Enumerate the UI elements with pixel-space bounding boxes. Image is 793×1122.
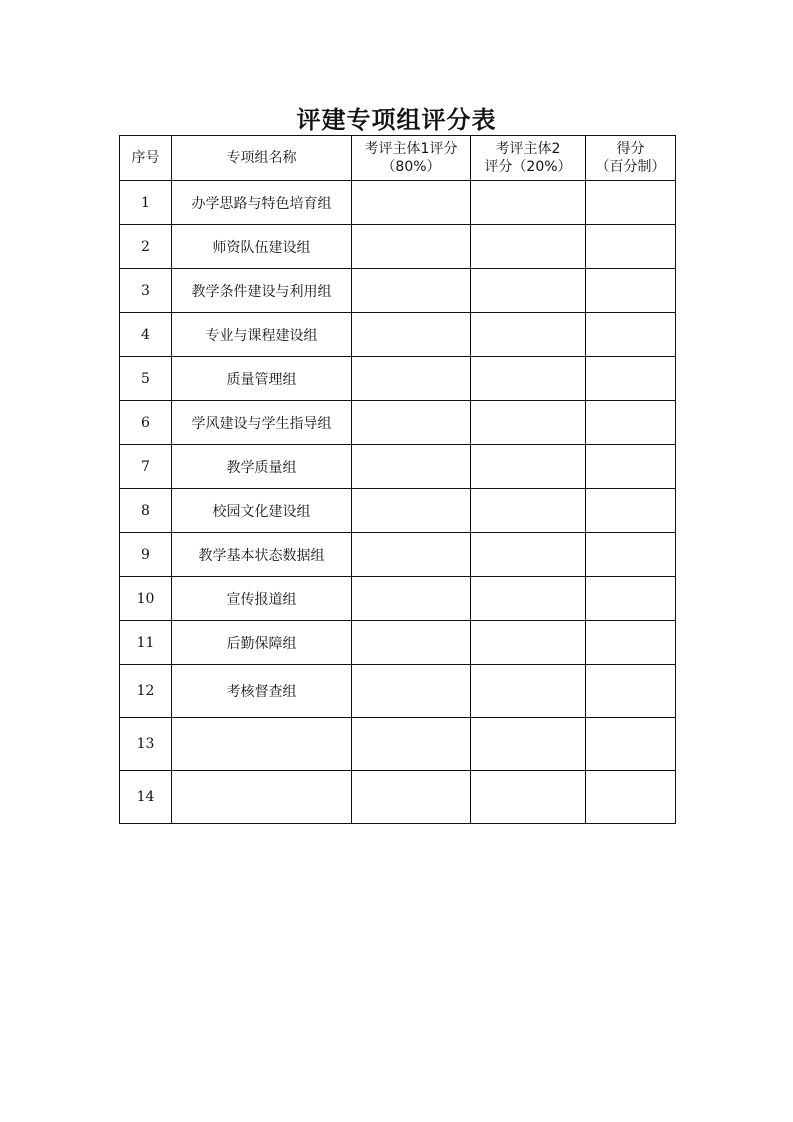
final-score-cell[interactable] (586, 489, 676, 533)
evaluator1-score-cell[interactable] (352, 718, 471, 771)
final-score-cell[interactable] (586, 577, 676, 621)
evaluator1-score-cell[interactable] (352, 225, 471, 269)
row-seq: 6 (120, 401, 172, 445)
evaluator1-score-cell[interactable] (352, 665, 471, 718)
row-seq: 14 (120, 771, 172, 824)
final-score-cell[interactable] (586, 269, 676, 313)
final-score-cell[interactable] (586, 181, 676, 225)
table-row (120, 665, 676, 718)
header-final-score (586, 136, 676, 181)
score-table (119, 135, 676, 824)
evaluator2-score-cell[interactable] (471, 181, 586, 225)
evaluator1-score-cell[interactable] (352, 621, 471, 665)
header-evaluator1-line1: 考评主体1评分 (364, 141, 458, 157)
final-score-cell[interactable] (586, 621, 676, 665)
evaluator2-score-cell[interactable] (471, 621, 586, 665)
evaluator2-score-cell[interactable] (471, 489, 586, 533)
table-row (120, 401, 676, 445)
header-evaluator2-line1: 考评主体2 (495, 141, 561, 157)
row-seq: 12 (120, 665, 172, 718)
final-score-cell[interactable] (586, 313, 676, 357)
evaluator2-score-cell[interactable] (471, 533, 586, 577)
row-group-name: 办学思路与特色培育组 (172, 181, 352, 225)
header-final-score-line1: 得分 (616, 141, 645, 157)
final-score-cell[interactable] (586, 401, 676, 445)
table-row (120, 313, 676, 357)
table-row (120, 269, 676, 313)
table-row (120, 489, 676, 533)
header-seq: 序号 (120, 136, 172, 181)
row-group-name: 考核督查组 (172, 665, 352, 718)
evaluator2-score-cell[interactable] (471, 445, 586, 489)
row-seq: 7 (120, 445, 172, 489)
evaluator2-score-cell[interactable] (471, 313, 586, 357)
row-group-name: 学风建设与学生指导组 (172, 401, 352, 445)
table-row (120, 225, 676, 269)
evaluator2-score-cell[interactable] (471, 401, 586, 445)
evaluator1-score-cell[interactable] (352, 533, 471, 577)
header-evaluator2-score (471, 136, 586, 181)
row-seq: 11 (120, 621, 172, 665)
row-seq: 3 (120, 269, 172, 313)
header-evaluator1-score (352, 136, 471, 181)
row-group-name: 专业与课程建设组 (172, 313, 352, 357)
evaluator1-score-cell[interactable] (352, 771, 471, 824)
final-score-cell[interactable] (586, 771, 676, 824)
evaluator1-score-cell[interactable] (352, 181, 471, 225)
header-evaluator2-line2: 评分（20%） (484, 159, 572, 175)
evaluator2-score-cell[interactable] (471, 771, 586, 824)
final-score-cell[interactable] (586, 533, 676, 577)
row-group-name: 师资队伍建设组 (172, 225, 352, 269)
row-group-name: 宣传报道组 (172, 577, 352, 621)
row-group-name[interactable] (172, 718, 352, 771)
evaluator1-score-cell[interactable] (352, 489, 471, 533)
row-group-name: 教学条件建设与利用组 (172, 269, 352, 313)
final-score-cell[interactable] (586, 718, 676, 771)
table-row (120, 181, 676, 225)
row-seq: 13 (120, 718, 172, 771)
table-row (120, 771, 676, 824)
final-score-cell[interactable] (586, 225, 676, 269)
evaluator1-score-cell[interactable] (352, 445, 471, 489)
evaluator1-score-cell[interactable] (352, 269, 471, 313)
row-seq: 10 (120, 577, 172, 621)
row-seq: 4 (120, 313, 172, 357)
evaluator1-score-cell[interactable] (352, 313, 471, 357)
row-seq: 1 (120, 181, 172, 225)
row-seq: 8 (120, 489, 172, 533)
evaluator1-score-cell[interactable] (352, 401, 471, 445)
row-group-name: 后勤保障组 (172, 621, 352, 665)
evaluator2-score-cell[interactable] (471, 718, 586, 771)
row-seq: 5 (120, 357, 172, 401)
table-row (120, 718, 676, 771)
header-final-score-line2: （百分制） (595, 159, 666, 175)
table-row (120, 577, 676, 621)
row-group-name[interactable] (172, 771, 352, 824)
page-title: 评建专项组评分表 (296, 106, 497, 134)
evaluator1-score-cell[interactable] (352, 577, 471, 621)
evaluator1-score-cell[interactable] (352, 357, 471, 401)
row-group-name: 校园文化建设组 (172, 489, 352, 533)
final-score-cell[interactable] (586, 665, 676, 718)
table-row (120, 621, 676, 665)
evaluator2-score-cell[interactable] (471, 225, 586, 269)
final-score-cell[interactable] (586, 445, 676, 489)
row-seq: 9 (120, 533, 172, 577)
row-group-name: 质量管理组 (172, 357, 352, 401)
table-row (120, 533, 676, 577)
evaluator2-score-cell[interactable] (471, 577, 586, 621)
header-evaluator1-line2: （80%） (381, 159, 441, 175)
evaluator2-score-cell[interactable] (471, 357, 586, 401)
evaluator2-score-cell[interactable] (471, 665, 586, 718)
header-group-name: 专项组名称 (172, 136, 352, 181)
table-header-row (120, 136, 676, 181)
table-row (120, 357, 676, 401)
evaluator2-score-cell[interactable] (471, 269, 586, 313)
final-score-cell[interactable] (586, 357, 676, 401)
table-row (120, 445, 676, 489)
row-group-name: 教学质量组 (172, 445, 352, 489)
row-seq: 2 (120, 225, 172, 269)
row-group-name: 教学基本状态数据组 (172, 533, 352, 577)
